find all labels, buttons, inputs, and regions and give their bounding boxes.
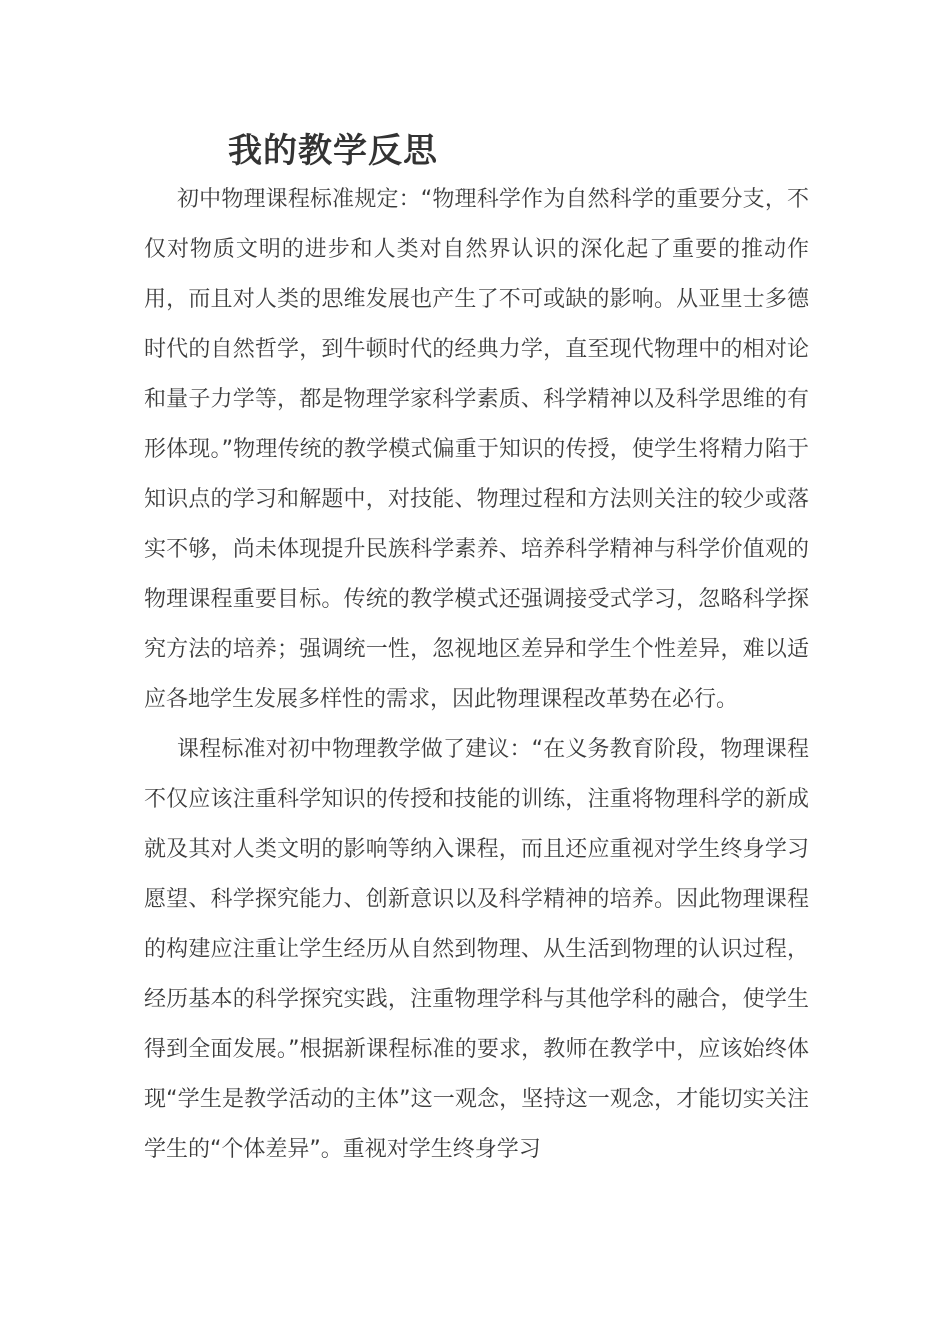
- document-body: [144, 175, 809, 1175]
- paragraph-curriculum-standard: 初中物理课程标准规定：“物理科学作为自然科学的重要分支，不仅对物质文明的进步和人类对自然界认识的深化起了重要的推动作用，而且对人类的思维发展也产生了不可或缺的影响。从亚里士多德时代的自然哲学，到牛顿时代的经典力学，直至现代物理中的相对论和量子力学等，都是物理学家科学素质、科学精神以及科学思维的有形体现。”物理传统的教学模式偏重于知识的传授，使学生将精力陷于知识点的学习和解题中，对技能、物理过程和方法则关注的较少或落实不够，尚未体现提升民族科学素养、培养科学精神与科学价值观的物理课程重要目标。传统的教学模式还强调接受式学习，忽略科学探究方法的培养；强调统一性，忽视地区差异和学生个性差异，难以适应各地学生发展多样性的需求，因此物理课程改革势在必行。: [144, 187, 809, 712]
- paragraph-teaching-suggestion: 课程标准对初中物理教学做了建议：“在义务教育阶段，物理课程不仅应该注重科学知识的传授和技能的训练，注重将物理科学的新成就及其对人类文明的影响等纳入课程，而且还应重视对学生终身学习愿望、科学探究能力、创新意识以及科学精神的培养。因此物理课程的构建应注重让学生经历从自然到物理、从生活到物理的认识过程，经历基本的科学探究实践，注重物理学科与其他学科的融合，使学生得到全面发展。”根据新课程标准的要求，教师在教学中，应该始终体现“学生是教学活动的主体”这一观念，坚持这一观念，才能切实关注学生的“个体差异”。重视对学生终身学习: [144, 737, 809, 1162]
- document-title: 我的教学反思: [228, 131, 438, 171]
